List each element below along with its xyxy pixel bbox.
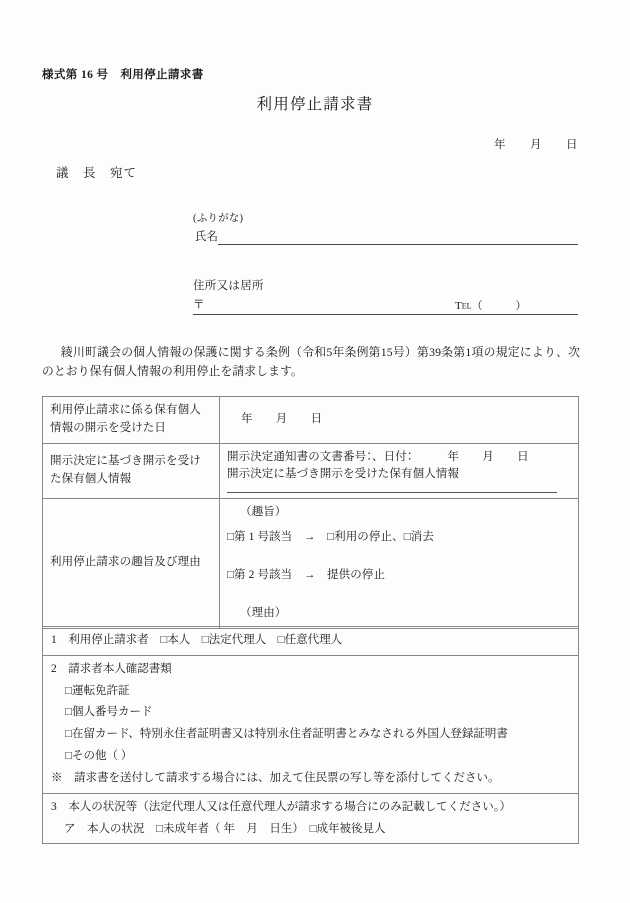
checkbox-other[interactable]: □その他（ ） [65, 750, 133, 763]
disclosed-info-write-rule[interactable] [227, 491, 557, 493]
submission-date-line: 年 月 日 [494, 139, 578, 151]
disclosed-info-line: 開示決定に基づき開示を受けた保有個人情報 [227, 468, 459, 481]
address-field-row[interactable] [193, 297, 578, 315]
value-disclosure-date[interactable] [220, 397, 579, 444]
section1-heading[interactable]: 1 利用停止請求者 □本人 □法定代理人 □任意代理人 [51, 634, 343, 646]
section2-note: ※ 請求書を送付して請求する場合には、加えて住民票の写し等を添付してください。 [51, 771, 500, 784]
table-row-section2 [43, 655, 579, 793]
section3-item-a[interactable]: ア 本人の状況 □未成年者（ 年 月 日生） □成年被後見人 [64, 822, 386, 835]
table-row-gist-and-reason [43, 499, 579, 628]
form-number: 様式第 16 号 利用停止請求書 [42, 69, 204, 81]
table-row-disclosure-date [43, 397, 579, 444]
value-disclosed-info[interactable] [220, 443, 579, 499]
checkbox-my-number-card[interactable]: □個人番号カード [65, 706, 153, 719]
section3-heading: 3 本人の状況等（法定代理人又は任意代理人が請求する場合にのみ記載してください。） [51, 800, 511, 813]
telephone-field [455, 297, 527, 313]
main-information-table [42, 396, 579, 629]
checkbox-residence-card[interactable]: □在留カード、特別永住者証明書又は特別永住者証明書とみなされる外国人登録証明書 [65, 728, 508, 741]
reason-heading: （理由） [240, 606, 287, 619]
address-label: 住所又は居所 [193, 280, 264, 292]
addressee-line: 議 長 宛て [56, 166, 138, 180]
checkbox-option-item1[interactable]: □第 1 号該当 → □利用の停止、□消去 [227, 531, 434, 544]
table-row-disclosed-info [43, 443, 579, 499]
notice-document-number-line: 開示決定通知書の文書番号：、日付： 年 月 日 [227, 450, 529, 463]
checkbox-drivers-license[interactable]: □運転免許証 [65, 684, 130, 697]
label-disclosure-date: 利用停止請求に係る保有個人情報の開示を受けた日 [43, 397, 220, 444]
tel-label: TEL [455, 300, 472, 312]
postal-code-symbol: 〒 [193, 299, 205, 311]
section3-cell[interactable] [43, 793, 579, 844]
section1-cell[interactable] [43, 627, 579, 656]
table-row-section1 [43, 627, 579, 656]
label-disclosed-info: 開示決定に基づき開示を受けた保有個人情報 [43, 443, 220, 499]
section2-cell[interactable] [43, 655, 579, 793]
tel-parens: （ ） [471, 300, 527, 312]
value-gist-and-reason[interactable] [220, 499, 579, 628]
disclosure-date-blanks: 年 月 日 [241, 412, 323, 425]
name-input-rule[interactable] [218, 230, 578, 245]
gist-heading: （趣旨） [240, 506, 287, 519]
supplementary-table [42, 626, 579, 844]
document-title: 利用停止請求書 [256, 96, 374, 113]
furigana-label: (ふりがな) [193, 213, 244, 224]
table-row-section3 [43, 793, 579, 844]
checkbox-option-item2[interactable]: □第 2 号該当 → 提供の停止 [227, 568, 386, 581]
label-gist-and-reason: 利用停止請求の趣旨及び理由 [43, 499, 220, 628]
request-statement: 綾川町議会の個人情報の保護に関する条例（令和5年条例第15号）第39条第1項の規定により、次のとおり保有個人情報の利用停止を請求します。 [42, 345, 580, 379]
name-field-row [195, 228, 578, 245]
section2-heading: 2 請求者本人確認書類 [51, 662, 172, 675]
name-label: 氏名 [195, 231, 218, 243]
